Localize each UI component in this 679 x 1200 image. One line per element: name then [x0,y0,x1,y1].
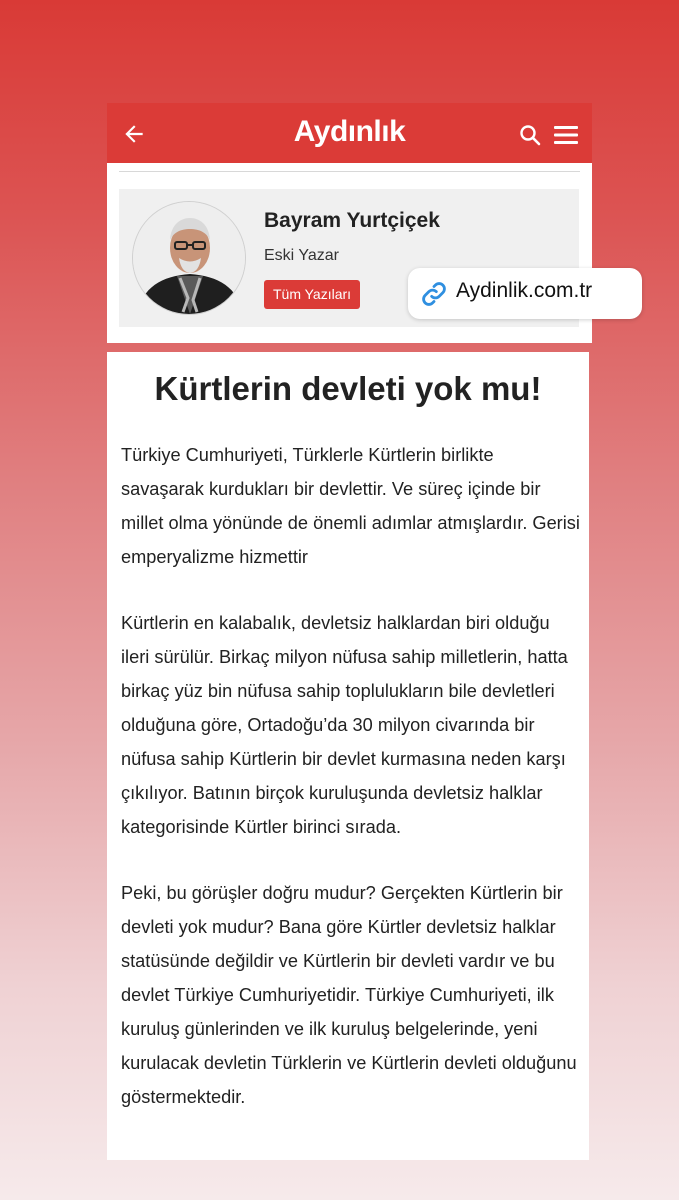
author-name[interactable]: Bayram Yurtçiçek [264,209,440,232]
hamburger-menu-icon[interactable] [553,124,579,146]
site-logo[interactable]: Aydınlık [293,115,406,148]
search-icon[interactable] [518,123,542,147]
link-sticker-label: Aydinlik.com.tr [456,279,593,302]
article [107,352,589,1160]
article-paragraph: Kürtlerin en kalabalık, devletsiz halklardan biri olduğu ileri sürülür. Birkaç milyon nüfusa sahip milletlerin, hatta birkaç yüz bin nüfusa sahip toplulukların bile devletleri olduğuna göre, Ortadoğu’da 30 milyon civarında bir nüfusa sahip Kürtlerin bir devlet kurmasına neden karşı çıkılıyor. Batının birçok kuruluşunda devletsiz halklar kategorisinde Kürtler birinci sırada. [121,613,568,837]
all-posts-button[interactable]: Tüm Yazıları [264,280,360,309]
article-title: Kürtlerin devleti yok mu! [154,370,542,407]
site-header [107,103,592,163]
author-portrait-icon [133,202,246,315]
article-paragraph: Türkiye Cumhuriyeti, Türklerle Kürtlerin birlikte savaşarak kurdukları bir devlettir. Ve süreç içinde bir millet olma yönünde de önemli adımlar atmışlardır. Gerisi emperyalizme hizmettir [121,445,580,567]
link-icon [420,280,448,308]
author-role: Eski Yazar [264,247,339,264]
author-avatar[interactable] [132,201,246,315]
article-paragraph: Peki, bu görüşler doğru mudur? Gerçekten Kürtlerin bir devleti yok mudur? Bana göre Kürtler devletsiz halklar statüsünde değildir ve Kürtlerin bir devleti vardır ve bu devlet Türkiye Cumhuriyetidir. Türkiye Cumhuriyeti, ilk kuruluş günlerinden ve ilk kuruluş belgelerinde, yeni kurulacak devletin Türklerin ve Kürtlerin devleti olduğunu göstermektedir. [121,883,577,1107]
divider [119,171,580,172]
link-sticker[interactable] [408,268,642,319]
article-body [121,438,581,1146]
